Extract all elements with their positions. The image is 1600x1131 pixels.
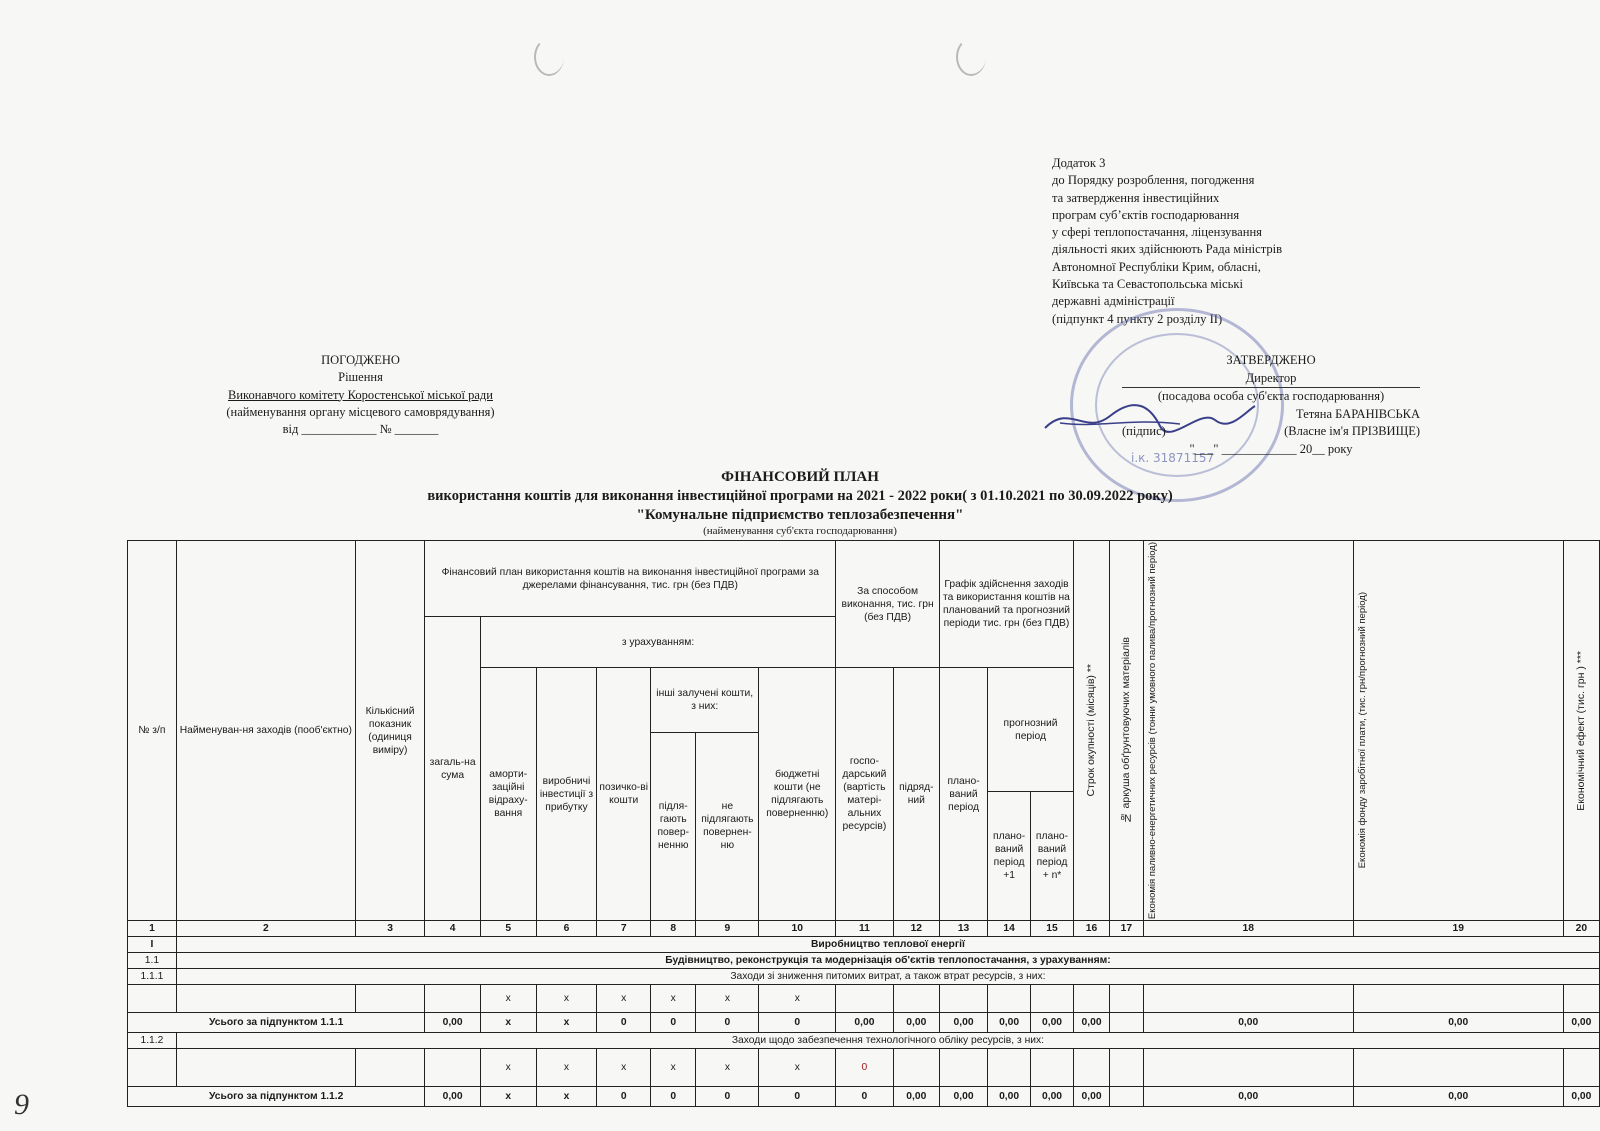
cell-empty (1353, 985, 1563, 1013)
seal-number: і.к. 31871157 (1131, 451, 1215, 465)
header-profit: виробничі інвестиції з прибутку (536, 668, 597, 921)
subtotal-cell: 0,00 (425, 1087, 481, 1107)
header-effect (1563, 541, 1599, 921)
agreed-label: ПОГОДЖЕНО (321, 353, 400, 367)
subtotal-cell: 0 (597, 1087, 651, 1107)
subsection-num: 1.1 (128, 953, 177, 969)
cell-empty (939, 1049, 987, 1087)
subtotal-cell: 0 (696, 1013, 759, 1033)
appendix-line: та затвердження інвестиційних (1052, 190, 1220, 205)
group-row (128, 969, 1600, 985)
col-number: 8 (651, 921, 696, 937)
header-num: № з/п (128, 541, 177, 921)
header-amort: аморти-заційні відраху-вання (480, 668, 536, 921)
cell-zero: 0 (836, 1049, 893, 1087)
subtotal-cell (1110, 1087, 1144, 1107)
appendix-line: Додаток 3 (1052, 156, 1106, 170)
subtotal-cell: 0 (651, 1087, 696, 1107)
financial-plan-table (127, 540, 1600, 1107)
cell-empty (355, 1049, 425, 1087)
sign-note: (підпис) (1122, 424, 1166, 438)
subtotal-cell: 0 (836, 1087, 893, 1107)
subtotal-cell: 0,00 (1073, 1087, 1109, 1107)
cell-empty (1563, 1049, 1599, 1087)
col-number: 9 (696, 921, 759, 937)
cell-empty (988, 985, 1031, 1013)
group-label: Заходи щодо забезпечення технологічного обліку ресурсів, з них: (176, 1033, 1599, 1049)
section-row (128, 937, 1600, 953)
cell-empty (1353, 1049, 1563, 1087)
col-number: 13 (939, 921, 987, 937)
cell-x: x (480, 985, 536, 1013)
col-number: 16 (1073, 921, 1109, 937)
appendix-line: Київська та Севастопольська міські (1052, 277, 1243, 292)
subtotal-cell: 0,00 (1353, 1087, 1563, 1107)
col-number: 3 (355, 921, 425, 937)
cell-x: x (536, 1049, 597, 1087)
handwritten-page-mark: 9 (14, 1088, 29, 1121)
cell-x: x (696, 1049, 759, 1087)
cell-x: x (759, 985, 836, 1013)
header-econ: госпо-дарський (вартість матері-альних ресурсів) (836, 668, 893, 921)
cell-empty (1031, 1049, 1074, 1087)
agreed-date-line: від ____________ № _______ (282, 422, 439, 437)
appendix-line: державні адміністрації (1052, 294, 1175, 309)
agreed-body: Виконавчого комітету Коростенської міської ради (228, 387, 493, 402)
col-number: 19 (1353, 921, 1563, 937)
header-schedule: Графік здійснення заходів та використання коштів на планований та прогнозний періоди тис. грн (без ПДВ) (939, 541, 1073, 668)
appendix-line: до Порядку розроблення, погодження (1052, 173, 1255, 188)
subtotal-cell: 0,00 (1073, 1013, 1109, 1033)
subtotal-cell: 0,00 (893, 1087, 939, 1107)
appendix-line: Автономної Республіки Крим, обласні, (1052, 259, 1261, 274)
cell-empty (176, 985, 355, 1013)
subtotal-cell: x (480, 1013, 536, 1033)
subtotal-cell: 0,00 (1143, 1087, 1353, 1107)
subtotal-cell: 0,00 (1031, 1013, 1074, 1033)
subtotal-cell: 0,00 (1563, 1013, 1599, 1033)
subtotal-row (128, 1013, 1600, 1033)
cell-empty (128, 985, 177, 1013)
column-numbers-row (128, 921, 1600, 937)
group-num: 1.1.1 (128, 969, 177, 985)
header-wage (1353, 541, 1563, 921)
cell-empty (1073, 1049, 1109, 1087)
subtotal-cell: x (536, 1087, 597, 1107)
subtotal-cell (1110, 1013, 1144, 1033)
title-main: ФІНАНСОВИЙ ПЛАН (721, 469, 879, 485)
cell-x: x (597, 985, 651, 1013)
cell-empty (988, 1049, 1031, 1087)
subtotal-cell: 0,00 (425, 1013, 481, 1033)
header-forecast-pn: плано-ваний період + n* (1031, 791, 1074, 920)
header-fin-plan: Фінансовий план використання коштів на виконання інвестиційної програми за джерелами фінансування, тис. грн (без ПДВ) (425, 541, 836, 617)
subtotal-cell: 0,00 (1143, 1013, 1353, 1033)
cell-empty (1110, 1049, 1144, 1087)
header-total: загаль-на сума (425, 617, 481, 921)
subtotal-cell: 0,00 (893, 1013, 939, 1033)
cell-empty (1143, 1049, 1353, 1087)
subtotal-cell: 0 (696, 1087, 759, 1107)
cell-empty (425, 985, 481, 1013)
cell-empty (1031, 985, 1074, 1013)
approved-name: Тетяна БАРАНІВСЬКА (1296, 406, 1420, 421)
col-number: 18 (1143, 921, 1353, 937)
appendix-note (1052, 155, 1282, 328)
col-number: 1 (128, 921, 177, 937)
header-qty: Кількісний показник (одиниця виміру) (355, 541, 425, 921)
section-num: I (128, 937, 177, 953)
appendix-line: програм суб’єктів господарювання (1052, 207, 1240, 222)
subtotal-cell: x (480, 1087, 536, 1107)
col-number: 10 (759, 921, 836, 937)
subtotal-cell: x (536, 1013, 597, 1033)
cell-empty (425, 1049, 481, 1087)
group-row (128, 1033, 1600, 1049)
header-returnable: підля-гають повер-ненню (651, 732, 696, 921)
col-number: 12 (893, 921, 939, 937)
cell-empty (176, 1049, 355, 1087)
title-entity-note: (найменування суб'єкта господарювання) (703, 525, 897, 537)
subsection-label: Будівництво, реконструкція та модернізація об'єктів теплопостачання, з урахуванням: (176, 953, 1599, 969)
title-entity: "Комунальне підприємство теплозабезпечення" (636, 507, 964, 523)
agreed-decision: Рішення (338, 370, 383, 385)
cell-empty (1073, 985, 1109, 1013)
cell-x: x (536, 985, 597, 1013)
header-nonreturnable: не підлягають повернен-ню (696, 732, 759, 921)
document-title (0, 468, 1600, 538)
cell-x: x (480, 1049, 536, 1087)
header-forecast: прогнозний період (988, 668, 1074, 792)
header-payback-text: Строк окупності (місяців) ** (1085, 664, 1098, 797)
subtotal-cell: 0,00 (1031, 1087, 1074, 1107)
measure-row (128, 985, 1600, 1013)
col-number: 6 (536, 921, 597, 937)
header-loan: позичко-ві кошти (597, 668, 651, 921)
approved-block (1122, 352, 1420, 458)
col-number: 14 (988, 921, 1031, 937)
approved-notes-row (1122, 423, 1420, 441)
cell-empty (1563, 985, 1599, 1013)
subtotal-cell: 0,00 (836, 1013, 893, 1033)
measure-row (128, 1049, 1600, 1087)
header-budget: бюджетні кошти (не підлягають поверненню) (759, 668, 836, 921)
header-including: з урахуванням: (480, 617, 835, 668)
approved-position-note: (посадова особа суб'єкта господарювання) (1157, 389, 1385, 403)
header-method: За способом виконання, тис. грн (без ПДВ) (836, 541, 940, 668)
header-other: інші залучені кошти, з них: (651, 668, 759, 732)
col-number: 11 (836, 921, 893, 937)
appendix-line: (підпункт 4 пункту 2 розділу II) (1052, 311, 1223, 326)
col-number: 20 (1563, 921, 1599, 937)
approved-position: Директор (1122, 370, 1420, 389)
subtotal-cell: 0,00 (988, 1013, 1031, 1033)
col-number: 17 (1110, 921, 1144, 937)
subtotal-cell: 0,00 (1563, 1087, 1599, 1107)
approved-date-line: "___" ____________ 20__ року (1189, 441, 1353, 456)
approved-label: ЗАТВЕРДЖЕНО (1226, 353, 1316, 367)
subtotal-cell: 0,00 (939, 1013, 987, 1033)
header-wage-text: Економія фонду заробітної плати, (тис. грн/прогнозний період) (1356, 592, 1368, 869)
subtotal-cell: 0,00 (939, 1087, 987, 1107)
group-label: Заходи зі зниження питомих витрат, а також втрат ресурсів, з них: (176, 969, 1599, 985)
cell-empty (128, 1049, 177, 1087)
subtotal-row (128, 1087, 1600, 1107)
header-planned: плано-ваний період (939, 668, 987, 921)
col-number: 4 (425, 921, 481, 937)
header-effect-text: Економічний ефект (тис. грн ) *** (1574, 650, 1587, 811)
cell-x: x (759, 1049, 836, 1087)
subtotal-label: Усього за підпунктом 1.1.2 (128, 1087, 425, 1107)
subtotal-cell: 0,00 (988, 1087, 1031, 1107)
subtotal-cell: 0 (759, 1087, 836, 1107)
subtotal-cell: 0 (651, 1013, 696, 1033)
subtotal-cell: 0 (759, 1013, 836, 1033)
header-contract: підряд-ний (893, 668, 939, 921)
agreed-body-note: (найменування органу місцевого самоврядування) (226, 404, 495, 419)
appendix-line: діяльності яких здійснюють Рада міністрів (1052, 242, 1283, 257)
cell-empty (355, 985, 425, 1013)
name-note: (Власне ім'я ПРІЗВИЩЕ) (1284, 424, 1420, 438)
header-forecast-p1: плано-ваний період +1 (988, 791, 1031, 920)
header-payback (1073, 541, 1109, 921)
col-number: 5 (480, 921, 536, 937)
header-sheet (1110, 541, 1144, 921)
subsection-row (128, 953, 1600, 969)
subtotal-label: Усього за підпунктом 1.1.1 (128, 1013, 425, 1033)
punch-hole-right (956, 38, 986, 76)
col-number: 15 (1031, 921, 1074, 937)
header-energy-text: Економія паливно-енергетичних ресурсів (тонни умовного палива/прогнозний період) (1146, 542, 1158, 920)
cell-empty (893, 985, 939, 1013)
header-sheet-text: № аркуша обґрунтовуючих матеріалів (1119, 637, 1132, 824)
cell-x: x (651, 985, 696, 1013)
subtotal-cell: 0,00 (1353, 1013, 1563, 1033)
title-subtitle: використання коштів для виконання інвестиційної програми на 2021 - 2022 роки( з 01.10.2021 по 30.09.2022 року) (427, 488, 1173, 504)
header-energy (1143, 541, 1353, 921)
cell-empty (1143, 985, 1353, 1013)
cell-x: x (651, 1049, 696, 1087)
col-number: 2 (176, 921, 355, 937)
cell-x: x (597, 1049, 651, 1087)
section-label: Виробництво теплової енергії (176, 937, 1599, 953)
col-number: 7 (597, 921, 651, 937)
cell-empty (893, 1049, 939, 1087)
subtotal-cell: 0 (597, 1013, 651, 1033)
cell-empty (836, 985, 893, 1013)
agreed-block (188, 352, 533, 438)
appendix-line: у сфері теплопостачання, ліцензування (1052, 225, 1262, 240)
header-name: Найменуван-ня заходів (пооб'єктно) (176, 541, 355, 921)
punch-hole-left (534, 38, 564, 76)
cell-empty (939, 985, 987, 1013)
group-num: 1.1.2 (128, 1033, 177, 1049)
cell-empty (1110, 985, 1144, 1013)
cell-x: x (696, 985, 759, 1013)
